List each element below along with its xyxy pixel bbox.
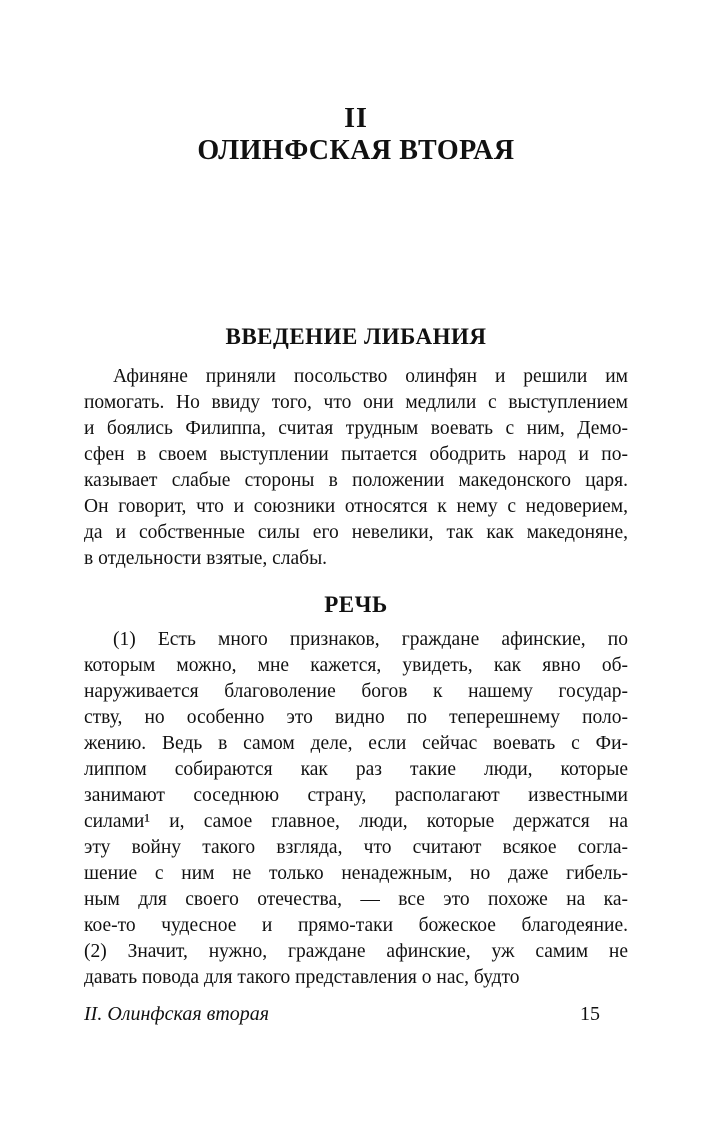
text-line: и боялись Филиппа, считая трудным воевать с ним, Демо- (84, 418, 628, 439)
text-line: ству, но особенно это видно по теперешнему поло- (84, 707, 628, 728)
text-line: в отдельности взятые, слабы. (84, 548, 328, 569)
text-line: (1) Есть много признаков, граждане афинские, по (113, 629, 628, 650)
text-line: Афиняне приняли посольство олинфян и решили им (113, 366, 628, 387)
text-line: которым можно, мне кажется, увидеть, как явно об- (84, 655, 628, 676)
text-column (84, 0, 628, 991)
text-line: сфен в своем выступлении пытается ободрить народ и по- (84, 444, 628, 465)
text-line: шение с ним не только ненадежным, но даже гибель- (84, 863, 628, 884)
section-heading-speech: РЕЧЬ (324, 592, 388, 617)
text-line: липпом собираются как раз такие люди, которые (84, 759, 628, 780)
text-line: давать повода для такого представления о нас, будто (84, 967, 520, 988)
section-heading-introduction: ВВЕДЕНИЕ ЛИБАНИЯ (225, 324, 487, 349)
introduction-paragraph (84, 364, 628, 572)
text-line: эту войну такого взгляда, что считают всякое согла- (84, 837, 628, 858)
text-line: ным для своего отечества, — все это похоже на ка- (84, 889, 628, 910)
text-line-with-footnote-ref: силами¹ и, самое главное, люди, которые держатся на (84, 811, 628, 832)
text-line: Он говорит, что и союзники относятся к нему с недоверием, (84, 496, 628, 517)
page-number: 15 (580, 1003, 600, 1025)
text-line: помогать. Но ввиду того, что они медлили с выступлением (84, 392, 628, 413)
running-title: II. Олинфская вторая (84, 1003, 270, 1025)
chapter-heading (84, 0, 628, 168)
text-line: жению. Ведь в самом деле, если сейчас воевать с Фи- (84, 733, 628, 754)
text-line: наруживается благоволение богов к нашему государ- (84, 681, 628, 702)
page-footer (84, 1001, 628, 1027)
text-line: кое-то чудесное и прямо-таки божеское благодеяние. (84, 915, 628, 936)
text-line: казывает слабые стороны в положении македонского царя. (84, 470, 628, 491)
text-line: да и собственные силы его невелики, так как македоняне, (84, 522, 628, 543)
chapter-number: II (344, 103, 368, 134)
text-line: занимают соседнюю страну, располагают известными (84, 785, 628, 806)
speech-paragraph (84, 627, 628, 991)
chapter-title: ОЛИНФСКАЯ ВТОРАЯ (197, 135, 515, 166)
text-line: (2) Значит, нужно, граждане афинские, уж самим не (84, 941, 628, 962)
